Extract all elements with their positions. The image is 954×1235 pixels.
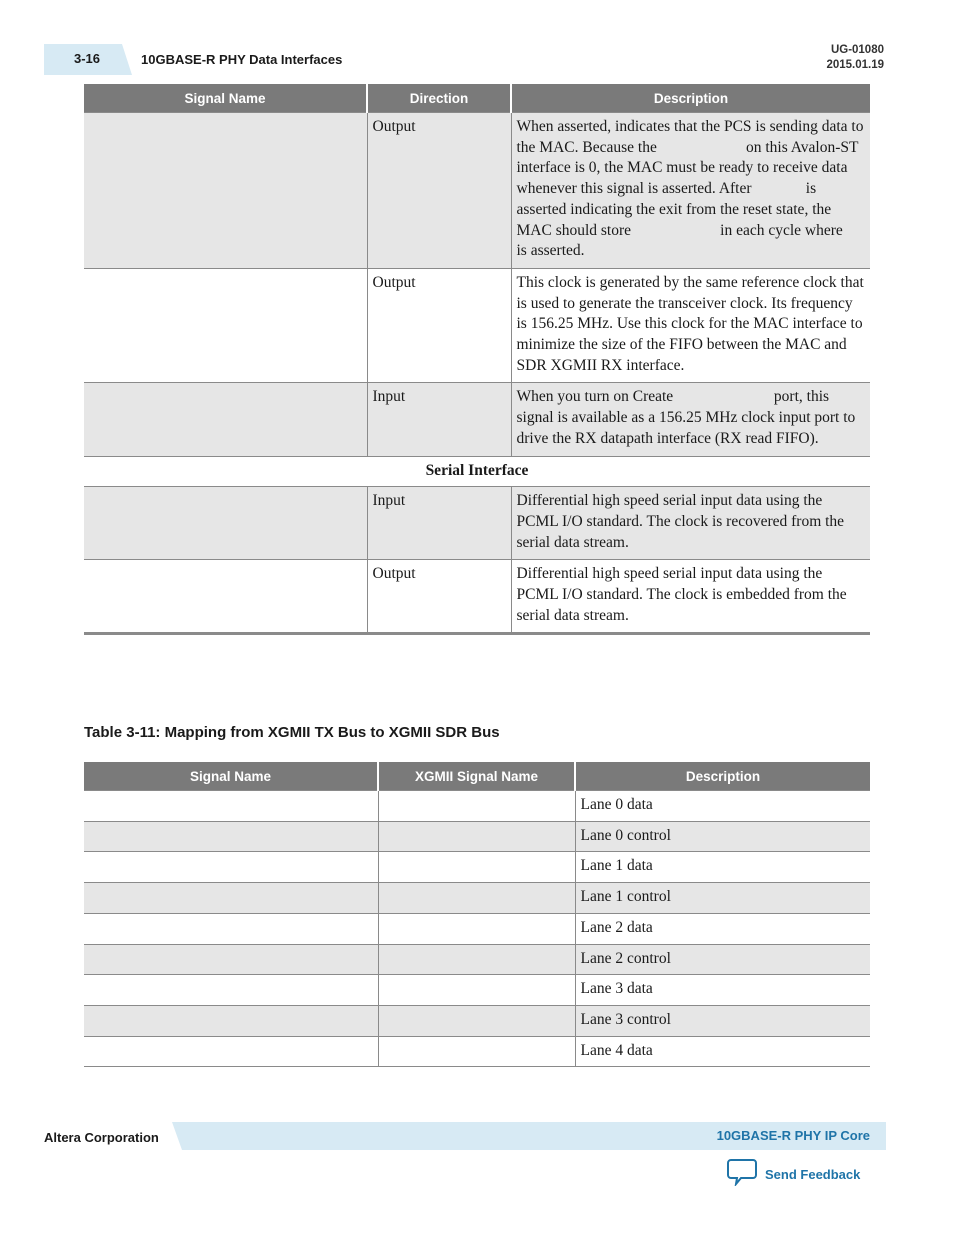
speech-bubble-icon — [727, 1158, 757, 1191]
xgmii-signal-cell — [378, 944, 575, 975]
description-cell: Lane 1 data — [575, 852, 870, 883]
direction-cell: Input — [367, 383, 511, 456]
page-number: 3-16 — [74, 51, 101, 66]
description-cell: Lane 0 control — [575, 821, 870, 852]
description-cell: Lane 3 data — [575, 975, 870, 1006]
section-title: 10GBASE-R PHY Data Interfaces — [141, 52, 343, 67]
signal-name-cell — [84, 560, 367, 634]
table-row — [84, 1036, 870, 1067]
xgmii-signal-cell — [378, 791, 575, 822]
table-row — [84, 560, 870, 634]
signal-name-cell — [84, 1005, 378, 1036]
signal-name-cell — [84, 852, 378, 883]
signal-name-cell — [84, 268, 367, 383]
doc-info — [826, 43, 884, 73]
xgmii-signal-cell — [378, 852, 575, 883]
table-row — [84, 821, 870, 852]
xgmii-signal-cell — [378, 821, 575, 852]
table-row — [84, 852, 870, 883]
table-row — [84, 791, 870, 822]
table-header-row — [84, 762, 870, 791]
signal-name-cell — [84, 113, 367, 269]
description-cell: When you turn on Create port, this signal is available as a 156.25 MHz clock input port to drive the RX datapath interface (RX read FIFO). — [511, 383, 870, 456]
signal-name-cell — [84, 944, 378, 975]
description-cell: Lane 0 data — [575, 791, 870, 822]
description-cell: Differential high speed serial input data using the PCML I/O standard. The clock is embedded from the serial data stream. — [511, 560, 870, 634]
description-cell: This clock is generated by the same reference clock that is used to generate the transceiver clock. Its frequency is 156.25 MHz. Use this clock for the MAC interface to minimize the size of the FIFO between the MAC and SDR XGMII RX interface. — [511, 268, 870, 383]
mapping-table — [84, 762, 870, 1067]
signal-name-cell — [84, 883, 378, 914]
signal-name-cell — [84, 791, 378, 822]
table-header-row — [84, 84, 870, 113]
product-name: 10GBASE-R PHY IP Core — [716, 1128, 870, 1143]
direction-cell: Output — [367, 268, 511, 383]
description-cell: Lane 2 control — [575, 944, 870, 975]
xgmii-signal-cell — [378, 975, 575, 1006]
column-header-xgmii-signal-name: XGMII Signal Name — [378, 762, 575, 791]
signal-name-cell — [84, 1036, 378, 1067]
send-feedback-link[interactable] — [727, 1158, 860, 1191]
section-label: Serial Interface — [84, 456, 870, 487]
description-cell: Lane 2 data — [575, 913, 870, 944]
table-row — [84, 944, 870, 975]
direction-cell: Output — [367, 113, 511, 269]
doc-date: 2015.01.19 — [826, 59, 884, 71]
table-row — [84, 268, 870, 383]
table-caption: Table 3-11: Mapping from XGMII TX Bus to XGMII SDR Bus — [84, 724, 500, 741]
table-row — [84, 383, 870, 456]
column-header-description: Description — [511, 84, 870, 113]
xgmii-signal-cell — [378, 1036, 575, 1067]
xgmii-signal-cell — [378, 1005, 575, 1036]
signal-name-cell — [84, 913, 378, 944]
description-cell: When asserted, indicates that the PCS is sending data to the MAC. Because the on this Avalon-ST interface is 0, the MAC must be ready to receive data whenever this signal is asserted. After is asserted indicating the exit from the reset state, the MAC should store in each cycle where is asserted. — [511, 113, 870, 269]
signal-name-cell — [84, 383, 367, 456]
direction-cell: Input — [367, 487, 511, 560]
table-row — [84, 975, 870, 1006]
table-row — [84, 913, 870, 944]
column-header-signal-name: Signal Name — [84, 762, 378, 791]
description-cell: Differential high speed serial input data using the PCML I/O standard. The clock is recovered from the serial data stream. — [511, 487, 870, 560]
signal-name-cell — [84, 821, 378, 852]
signal-name-cell — [84, 487, 367, 560]
table-row — [84, 487, 870, 560]
table-row — [84, 113, 870, 269]
column-header-direction: Direction — [367, 84, 511, 113]
description-cell: Lane 4 data — [575, 1036, 870, 1067]
doc-id: UG-01080 — [830, 44, 884, 56]
xgmii-signal-cell — [378, 883, 575, 914]
description-cell: Lane 3 control — [575, 1005, 870, 1036]
signal-name-cell — [84, 975, 378, 1006]
direction-cell: Output — [367, 560, 511, 634]
column-header-description: Description — [575, 762, 870, 791]
company-name: Altera Corporation — [44, 1130, 159, 1145]
xgmii-signal-cell — [378, 913, 575, 944]
table-row — [84, 1005, 870, 1036]
table-row — [84, 883, 870, 914]
send-feedback-label[interactable]: Send Feedback — [765, 1167, 861, 1182]
column-header-signal-name: Signal Name — [84, 84, 367, 113]
signal-table — [84, 84, 898, 635]
description-cell: Lane 1 control — [575, 883, 870, 914]
section-row — [84, 456, 870, 487]
